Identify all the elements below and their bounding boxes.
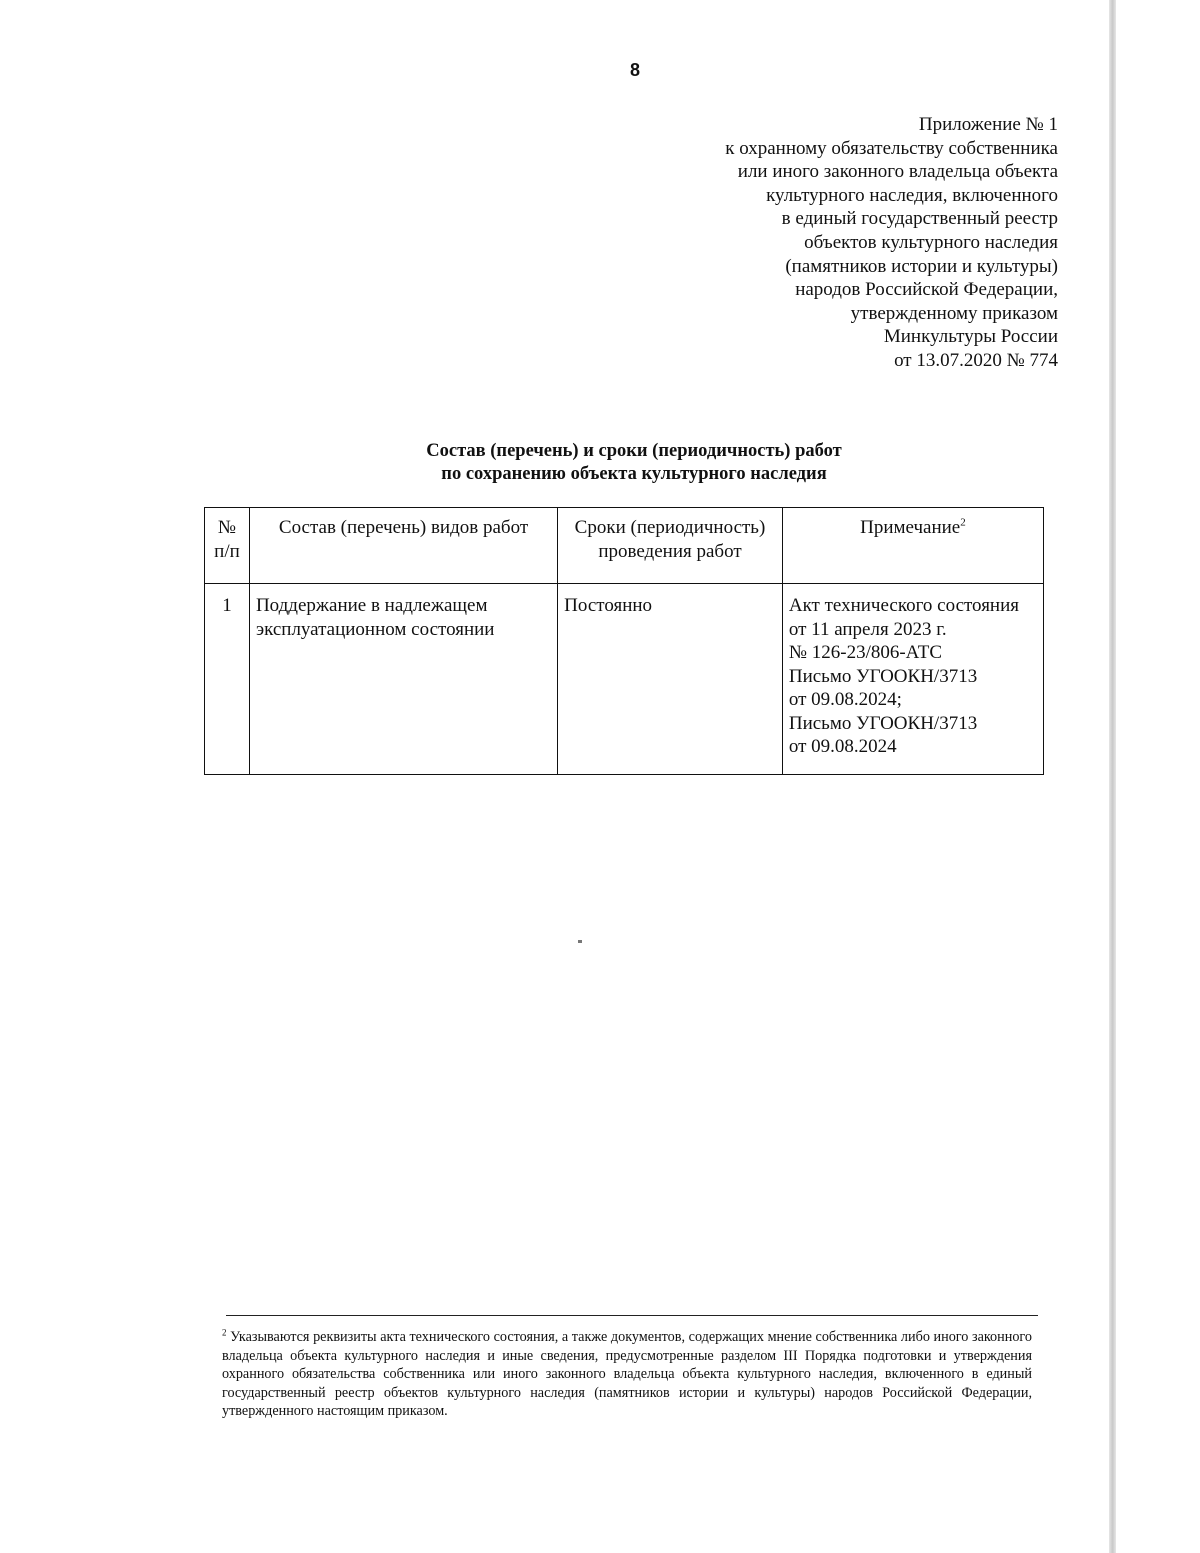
note-line: от 09.08.2024 — [788, 736, 897, 757]
works-table — [204, 507, 1044, 775]
note-line: Письмо УГООКН/3713 — [788, 665, 978, 687]
document-title — [0, 440, 1200, 486]
page-number: 8 — [629, 60, 640, 80]
appendix-line: культурного наследия, включенного — [766, 184, 1058, 206]
header-terms: Сроки (периодичность) проведения работ — [558, 508, 783, 584]
appendix-line: в единый государственный реестр — [781, 208, 1058, 230]
cell-num: 1 — [205, 584, 250, 775]
footnote-divider — [226, 1315, 1038, 1316]
appendix-line: или иного законного владельца объекта — [737, 161, 1058, 183]
appendix-header — [618, 113, 1058, 373]
note-line: № 126-23/806-АТС — [788, 642, 943, 663]
appendix-line: Приложение № 1 — [918, 114, 1058, 135]
footnote — [222, 1328, 1032, 1421]
appendix-line: объектов культурного наследия — [804, 231, 1058, 253]
footnote-marker: 2 — [222, 1327, 227, 1338]
header-note-label: Примечание — [860, 517, 961, 538]
cell-terms: Постоянно — [558, 584, 783, 775]
header-works: Состав (перечень) видов работ — [249, 508, 557, 584]
appendix-line: к охранному обязательству собственника — [725, 137, 1058, 159]
header-num: № п/п — [205, 508, 250, 584]
scan-speck — [578, 940, 582, 943]
appendix-line: утвержденному приказом — [850, 302, 1058, 324]
cell-works: Поддержание в надлежащем эксплуатационном состоянии — [249, 584, 557, 775]
note-line: Акт технического состояния — [788, 595, 1020, 616]
note-line: от 11 апреля 2023 г. — [788, 618, 947, 640]
scan-edge — [1109, 0, 1116, 1553]
note-line: Письмо УГООКН/3713 — [788, 712, 978, 734]
footnote-text: Указываются реквизиты акта технического состояния, а также документов, содержащих мнение собственника либо иного законного владельца объекта культурного наследия и иные сведения, предусмотренные разделом III Порядка подготовки и утверждения охранного обязательства собственника или иного законного владельца объекта культурного наследия, включенного в единый государственный реестр объектов культурного наследия (памятников истории и культуры) народов Российской Федерации, утвержденного настоящим приказом. — [222, 1329, 1032, 1420]
table-row — [205, 584, 1044, 775]
cell-note — [782, 584, 1043, 775]
table-header-row — [205, 508, 1044, 584]
appendix-line: Минкультуры России — [883, 326, 1058, 348]
footnote-ref: 2 — [960, 516, 966, 529]
appendix-line: народов Российской Федерации, — [795, 279, 1058, 301]
document-title-line2: по сохранению объекта культурного наследия — [441, 464, 827, 484]
note-line: от 09.08.2024; — [788, 689, 902, 710]
document-title-line1: Состав (перечень) и сроки (периодичность) работ — [426, 441, 842, 461]
appendix-line: от 13.07.2020 № 774 — [894, 349, 1058, 371]
appendix-line: (памятников истории и культуры) — [785, 255, 1058, 277]
header-note — [782, 508, 1043, 584]
